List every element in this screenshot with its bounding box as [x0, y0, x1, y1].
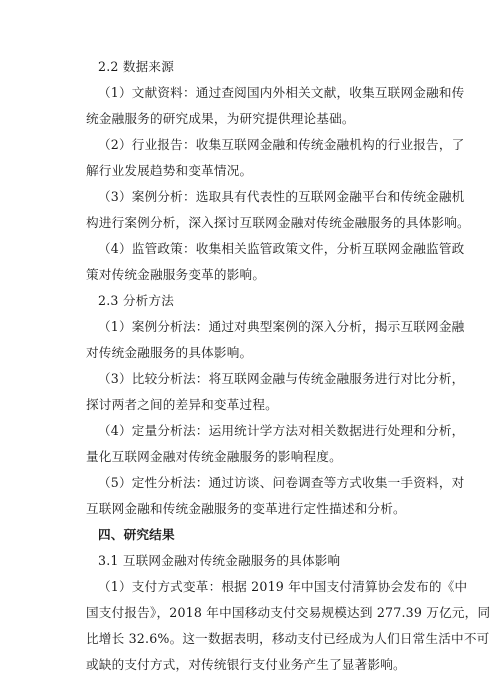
text-line: 2.2 数据来源 [98, 59, 175, 74]
paragraph [86, 574, 491, 678]
text-line: 四、研究结果 [98, 527, 175, 542]
paragraph [86, 236, 465, 288]
paragraph [86, 80, 465, 132]
paragraph [86, 470, 465, 522]
text-line: 量化互联网金融对传统金融服务的影响程度。 [86, 449, 342, 464]
text-line: （3）案例分析：选取具有代表性的互联网金融平台和传统金融机 [98, 189, 465, 204]
text-line: 国支付报告》，2018 年中国移动支付交易规模达到 277.39 万亿元，同 [86, 605, 491, 620]
text-line: 互联网金融和传统金融服务的变革进行定性描述和分析。 [86, 501, 406, 516]
text-line: 策对传统金融服务变革的影响。 [86, 267, 266, 282]
paragraph [86, 184, 470, 236]
section-heading [86, 548, 434, 574]
text-line: （1）支付方式变革：根据 2019 年中国支付清算协会发布的《中 [98, 579, 468, 594]
paragraph [86, 314, 465, 366]
text-line: 或缺的支付方式，对传统银行支付业务产生了显著影响。 [86, 657, 406, 672]
section-heading [86, 54, 434, 80]
text-line: 统金融服务的研究成果，为研究提供理论基础。 [86, 111, 355, 126]
text-line: 3.1 互联网金融对传统金融服务的具体影响 [98, 553, 341, 568]
text-line: （4）定量分析法：运用统计学方法对相关数据进行处理和分析， [98, 423, 465, 438]
text-line: （3）比较分析法：将互联网金融与传统金融服务进行对比分析， [98, 371, 465, 386]
paragraph [86, 132, 465, 184]
chapter-heading [86, 522, 434, 548]
text-line: （5）定性分析法：通过访谈、问卷调查等方式收集一手资料，对 [98, 475, 465, 490]
text-line: 构进行案例分析，深入探讨互联网金融对传统金融服务的具体影响。 [86, 215, 470, 230]
text-line: （1）案例分析法：通过对典型案例的深入分析，揭示互联网金融 [98, 319, 465, 334]
text-line: （2）行业报告：收集互联网金融和传统金融机构的行业报告，了 [98, 137, 465, 152]
paragraph [86, 418, 465, 470]
text-line: （4）监管政策：收集相关监管政策文件，分析互联网金融监管政 [98, 241, 465, 256]
paragraph [86, 366, 465, 418]
section-heading [86, 288, 434, 314]
document-body [86, 54, 491, 678]
text-line: 对传统金融服务的具体影响。 [86, 345, 253, 360]
text-line: 解行业发展趋势和变革情况。 [86, 163, 253, 178]
text-line: 探讨两者之间的差异和变革过程。 [86, 397, 278, 412]
text-line: （1）文献资料：通过查阅国内外相关文献，收集互联网金融和传 [98, 85, 465, 100]
text-line: 比增长 32.6%。这一数据表明，移动支付已经成为人们日常生活中不可 [86, 631, 490, 646]
text-line: 2.3 分析方法 [98, 293, 175, 308]
